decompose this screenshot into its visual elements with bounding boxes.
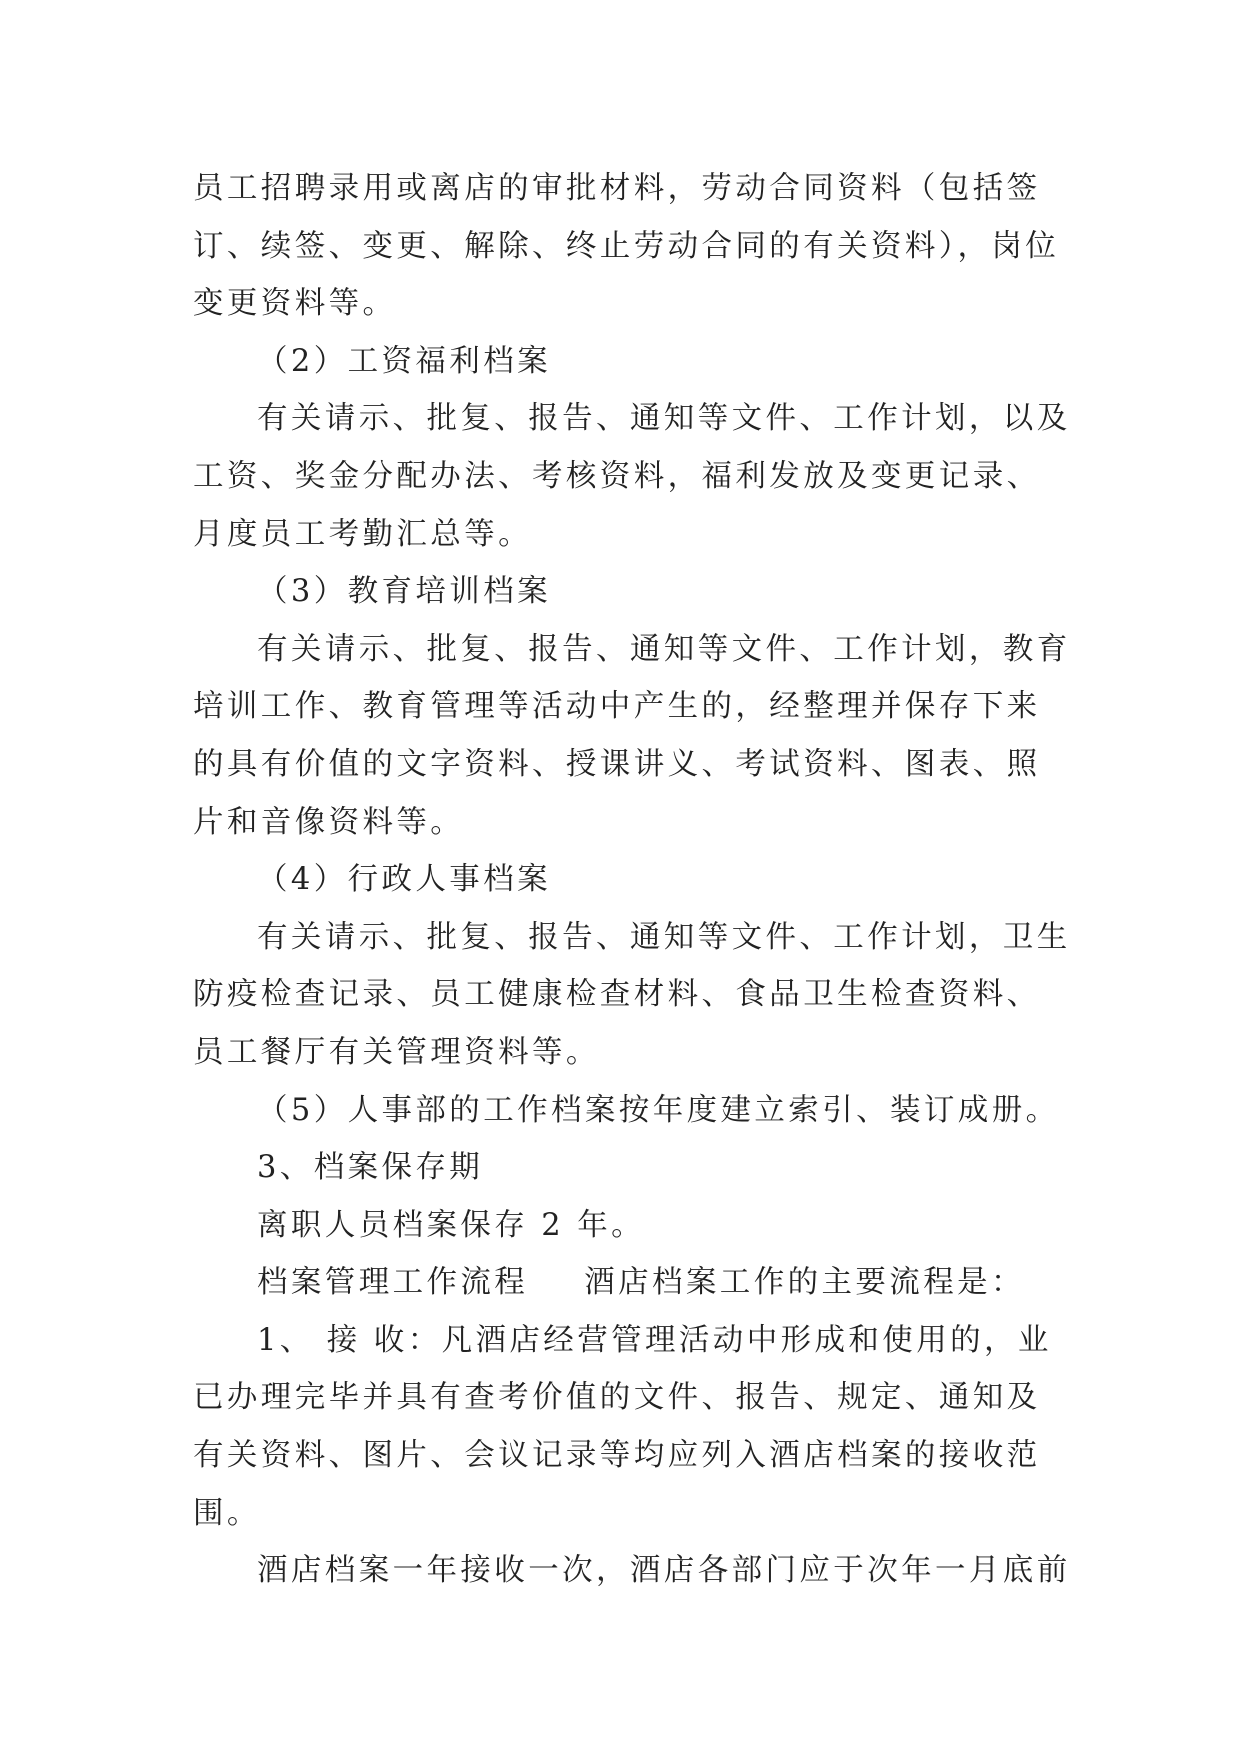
paragraph-education-training: 有关请示、批复、报告、通知等文件、工作计划，教育培训工作、教育管理等活动中产生的，经整理并保存下来的具有价值的文字资料、授课讲义、考试资料、图表、照片和音像资料等。: [193, 631, 1071, 840]
workflow-title: 档案管理工作流程: [257, 1265, 529, 1301]
paragraph-salary-welfare: 有关请示、批复、报告、通知等文件、工作计划，以及工资、奖金分配办法、考核资料，福利发放及变更记录、月度员工考勤汇总等。: [193, 401, 1071, 552]
heading-administrative-personnel-archives: （4）行政人事档案: [257, 862, 552, 898]
document-body: [193, 160, 1073, 1600]
paragraph-hr-work-archives: （5）人事部的工作档案按年度建立索引、装订成册。: [257, 1092, 1060, 1128]
paragraph-receiving: 1、 接 收：凡酒店经营管理活动中形成和使用的，业已办理完毕并具有查考价值的文件、报告、规定、通知及有关资料、图片、会议记录等均应列入酒店档案的接收范围。: [193, 1322, 1052, 1531]
heading-education-training-archives: （3）教育培训档案: [257, 574, 552, 610]
paragraph-workflow-intro: [193, 1254, 1073, 1312]
paragraph-annual-receiving: 酒店档案一年接收一次，酒店各部门应于次年一月底前: [257, 1553, 1071, 1589]
heading-retention-period: 3、档案保存期: [257, 1150, 484, 1186]
heading-salary-welfare-archives: （2）工资福利档案: [257, 343, 552, 379]
workflow-main-process: 酒店档案工作的主要流程是：: [584, 1265, 1025, 1301]
paragraph-retention-two-years: 离职人员档案保存 2 年。: [257, 1207, 645, 1243]
paragraph-administrative-personnel: 有关请示、批复、报告、通知等文件、工作计划，卫生防疫检查记录、员工健康检查材料、食品卫生检查资料、员工餐厅有关管理资料等。: [193, 919, 1071, 1070]
paragraph-personnel-materials: 员工招聘录用或离店的审批材料，劳动合同资料（包括签订、续签、变更、解除、终止劳动合同的有关资料），岗位变更资料等。: [193, 171, 1060, 322]
